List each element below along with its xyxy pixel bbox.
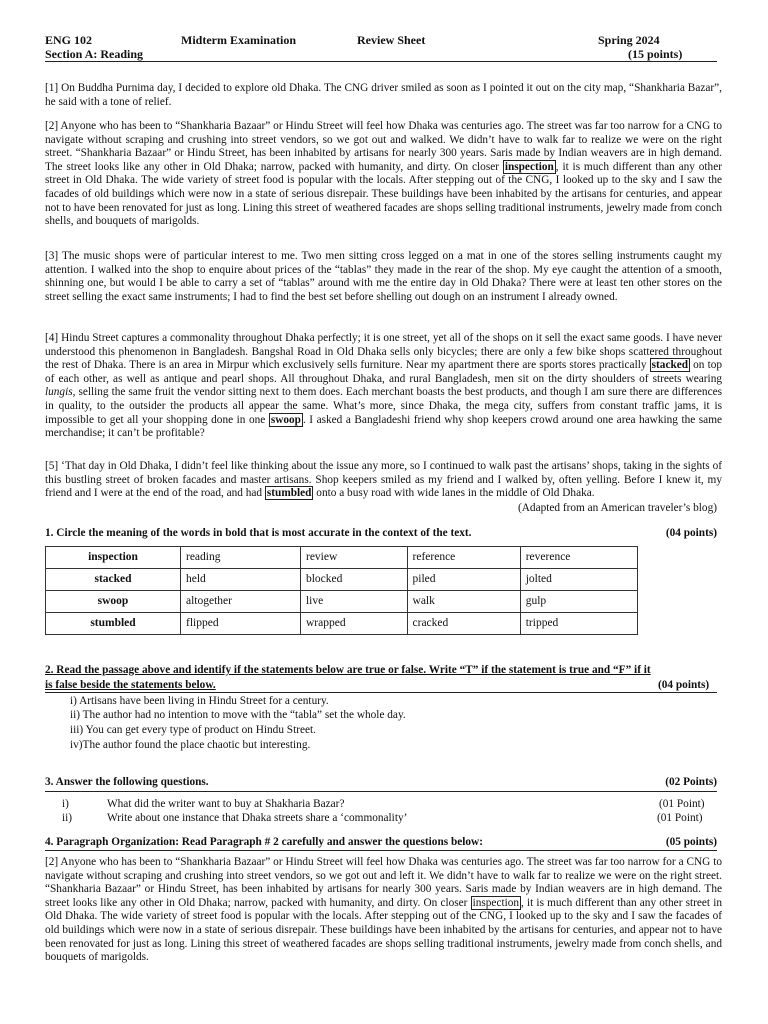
question-3-rule [45, 791, 717, 792]
vocab-option[interactable]: reference [407, 547, 520, 569]
paragraph-5 [45, 460, 722, 501]
question-3-text: 3. Answer the following questions. [45, 776, 209, 788]
vocab-option[interactable]: tripped [520, 613, 637, 635]
vocabulary-table [45, 546, 638, 635]
question-3-title [45, 776, 717, 790]
question-3-item-1-points: (01 Point) [659, 798, 705, 810]
statement-2: ii) The author had no intention to move with the “tabla” set the whole day. [70, 709, 406, 721]
paragraph-5-part-a: [5] ‘That day in Old Dhaka, I didn’t feel like thinking about the issue any more, so I continued to walk past the artisans’ shops, taking in the sights of this bustling street of broken facades and master artisans. Shop keepers smiled as my friend and I walked by, often yelling. Before I knew it, my friend and I were at the end of the road, and had [45, 460, 722, 500]
question-4-paragraph [45, 856, 722, 965]
question-3-points: (02 Points) [665, 776, 717, 788]
question-4-rule [45, 850, 717, 851]
paragraph-4-part-d: . I asked a Bangladeshi friend why shop keepers crowd around one area hawking the same merchandise; it can’t be profitable? [45, 413, 722, 440]
table-row [46, 569, 638, 591]
question-4-title [45, 836, 717, 850]
vocab-option[interactable]: gulp [520, 591, 637, 613]
paragraph-2 [45, 120, 722, 229]
vocab-word: stumbled [46, 613, 181, 635]
statement-3: iii) You can get every type of product on Hindu Street. [70, 724, 316, 736]
italic-word-lungis: lungis [45, 386, 73, 399]
course-code: ENG 102 [45, 33, 93, 47]
vocab-option[interactable]: piled [407, 569, 520, 591]
source-note: (Adapted from an American traveler’s blog) [518, 502, 717, 514]
paragraph-4-part-a: [4] Hindu Street captures a commonality throughout Dhaka perfectly; it is one street, yet all of the shops on it sell the exact same goods. I have never understood this phenomenon in Bangladesh. Bangshal Road in Old Dhaka sells only bicycles; there are only a few bike shops scattered throughout the rest of Dhaka. There is an area in Mirpur which exclusively sells furniture. Near my apartment there are sports stores practically [45, 332, 722, 372]
vocab-word: stacked [46, 569, 181, 591]
question-4-points: (05 points) [665, 836, 717, 848]
question-2-title-line-2: is false beside the statements below. [45, 679, 216, 691]
question-3-item-2-text: Write about one instance that Dhaka streets share a ‘commonality’ [107, 812, 408, 824]
paragraph-3: [3] The music shops were of particular interest to me. Two men sitting cross legged on a mat in one of the stores selling instruments caught my attention. I walked into the shop to enquire about prices of the “tablas” they made in the rear of the shop. My eye caught the attention of a smooth, shinning one, but would I be able to carry a set of “tablas” around with me the entire day in Old Dhaka? There were at least ten other stores on the street selling the exact same instruments; I had to find the best set before shelling out dough on an instrument I already owned. [45, 250, 722, 303]
vocab-option[interactable]: cracked [407, 613, 520, 635]
question-2-rule [45, 692, 717, 693]
question-1-points: (04 points) [665, 527, 717, 539]
question-3-item-1-text: What did the writer want to buy at Shakharia Bazar? [107, 798, 345, 810]
vocab-word: inspection [46, 547, 181, 569]
header-divider [45, 61, 717, 62]
section-title: Section A: Reading [45, 47, 144, 61]
vocab-option[interactable]: wrapped [300, 613, 407, 635]
question-2-points: (04 points) [658, 679, 710, 691]
paragraph-4-part-c: , selling the same fruit the vendor sitting next to them does. Each merchant boasts the best products, and though I am sure there are differences in quality, to the outsider the products all appear the same. What’s more, since Dhaka, the mega city, suffers from constant traffic jams, it is impossible to get all your shopping done in one [45, 386, 722, 426]
vocab-word: swoop [46, 591, 181, 613]
table-row [46, 591, 638, 613]
question-4-paragraph-part-a: [2] Anyone who has been to “Shankharia Bazaar” or Hindu Street will feel how Dhaka was centuries ago. The street was far too narrow for a CNG to navigate without scraping and crushing into street vendors, so we got out and left it. We didn’t have to walk far to realize we were on the right street. “Shankharia Bazaar” or Hindu Street, has been inhabited by artisans for nearly 300 years. Saris made by Indian weavers are in high demand. The street looks like any other in Old Dhaka; narrow, packed with humanity, and dirty. On closer [45, 856, 722, 909]
boxed-word-stacked: stacked [651, 359, 689, 372]
boxed-word-stumbled: stumbled [266, 487, 312, 500]
table-row [46, 547, 638, 569]
paragraph-2-part-b: , it is much different than any other street in Old Dhaka. The wide variety of street food is popular with the locals. After stepping out of the CNG, I looked up to the sky and I saw the facades of old buildings which were now in a state of serious disrepair. These buildings have been inhabited by the artisans for centuries, and appear not to have been renovated for just as long. Lining this street of weathered facades are shops selling traditional instruments, jewelry made from conch shells, and bouquets of marigolds. [45, 160, 722, 228]
table-row [46, 613, 638, 635]
section-points: (15 points) [628, 47, 683, 61]
question-3-item-2-number: ii) [62, 812, 73, 824]
vocab-option[interactable]: held [181, 569, 301, 591]
exam-title: Midterm Examination [181, 33, 296, 47]
vocab-option[interactable]: blocked [300, 569, 407, 591]
paragraph-4 [45, 332, 722, 441]
question-2-title-line-1: 2. Read the passage above and identify if the statements below are true or false. Write “T” if the statement is true and “F” if it [45, 664, 651, 676]
statement-4: iv)The author found the place chaotic but interesting. [70, 739, 311, 751]
vocab-option[interactable]: reading [181, 547, 301, 569]
vocab-option[interactable]: reverence [520, 547, 637, 569]
boxed-word-inspection: inspection [504, 160, 554, 173]
vocab-option[interactable]: altogether [181, 591, 301, 613]
paragraph-4-part-b: on top of each other, as well as antique and pearl shops. All throughout Dhaka, and rural Bangladesh, men sit on the dirty shoulders of streets wearing [45, 359, 723, 385]
question-3-item-2-points: (01 Point) [657, 812, 703, 824]
paragraph-2-part-a: [2] Anyone who has been to “Shankharia Bazaar” or Hindu Street will feel how Dhaka was centuries ago. The street was far too narrow for a CNG to navigate without scraping and crushing into street vendors, so we got out and walked. We didn’t have to walk far to realize we were on the right street. “Shankharia Bazaar” or Hindu Street, has been inhabited by artisans for nearly 300 years. Saris made by Indian weavers are in high demand. The street looks like any other in Old Dhaka; narrow, packed with humanity, and dirty. On closer [45, 120, 722, 173]
boxed-word-inspection-repeat: inspection [472, 896, 520, 909]
statement-1: i) Artisans have been living in Hindu Street for a century. [70, 695, 329, 707]
paragraph-1: [1] On Buddha Purnima day, I decided to explore old Dhaka. The CNG driver smiled as soon as I pointed it out on the city map, “Shankharia Bazar”, he said with a tone of relief. [45, 82, 722, 108]
paragraph-5-part-b: onto a busy road with wide lanes in the middle of Old Dhaka. [313, 487, 595, 500]
question-4-text: 4. Paragraph Organization: Read Paragraph # 2 carefully and answer the questions below: [45, 836, 483, 848]
vocab-option[interactable]: walk [407, 591, 520, 613]
question-3-item-1-number: i) [62, 798, 69, 810]
question-4-paragraph-part-b: , it is much different than any other street in Old Dhaka. The wide variety of street food is popular with the locals. After stepping out of the CNG, I looked up to the sky and I saw the facades of old buildings which were now in a state of serious disrepair. These buildings have been inhabited by the artisans for centuries, and appear not to have been renovated for just as long. Lining this street of weathered facades are shops selling traditional instruments, jewelry made from conch shells, and bouquets of marigolds. [45, 896, 723, 964]
vocab-option[interactable]: flipped [181, 613, 301, 635]
question-1-title [45, 527, 717, 541]
sheet-title: Review Sheet [357, 33, 426, 47]
vocab-option[interactable]: review [300, 547, 407, 569]
question-1-text: 1. Circle the meaning of the words in bold that is most accurate in the context of the text. [45, 527, 472, 539]
vocab-option[interactable]: jolted [520, 569, 637, 591]
term: Spring 2024 [598, 33, 660, 47]
boxed-word-swoop: swoop [270, 413, 301, 426]
vocab-option[interactable]: live [300, 591, 407, 613]
